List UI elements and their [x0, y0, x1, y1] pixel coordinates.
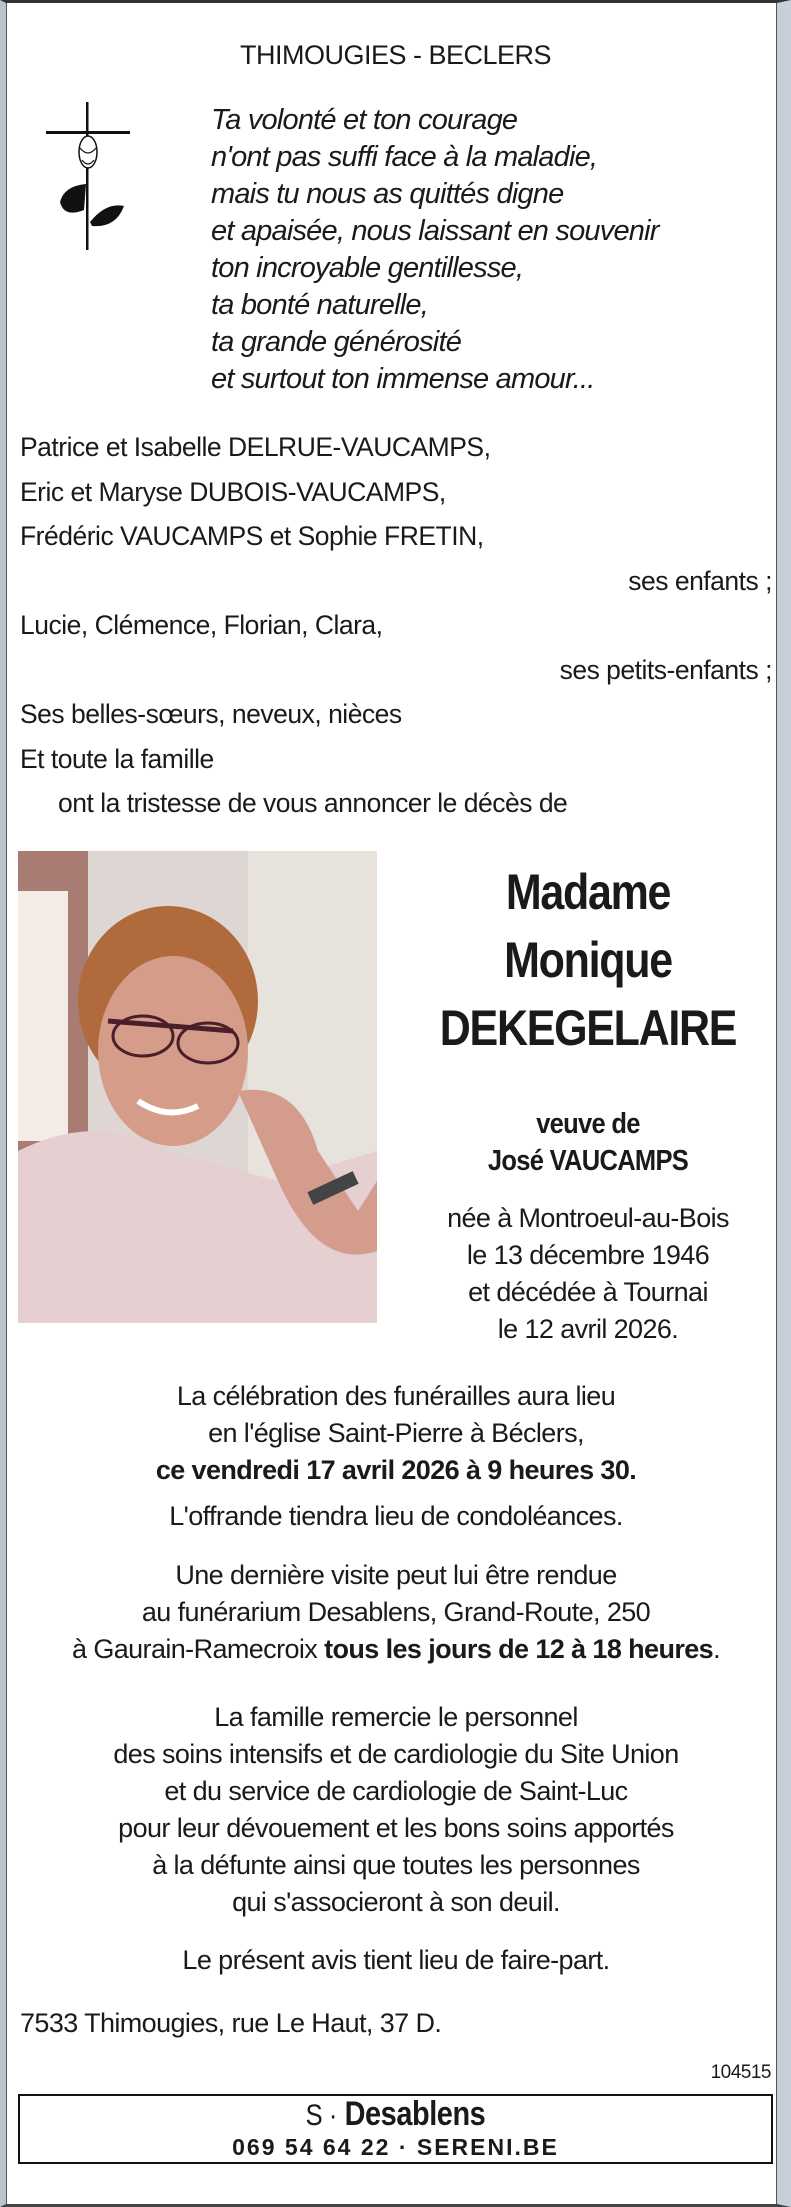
visit-info	[18, 1557, 774, 1668]
family-address: 7533 Thimougies, rue Le Haut, 37 D.	[20, 2008, 442, 2038]
widow-label: veuve de	[536, 1108, 640, 1140]
poem-line: ta grande générosité	[211, 326, 462, 358]
cross-rose-icon	[46, 102, 130, 250]
thanks-line: La famille remercie le personnel	[214, 1702, 578, 1732]
poem-line: mais tu nous as quittés digne	[211, 178, 564, 210]
funeral-home-box	[18, 2094, 773, 2164]
condolences-note: L'offrande tiendra lieu de condoléances.	[169, 1501, 623, 1531]
deceased-first-name: Monique	[504, 932, 672, 988]
birth-place: née à Montroeul-au-Bois	[447, 1203, 729, 1233]
death-date: le 12 avril 2026.	[497, 1314, 679, 1344]
deceased-title: Madame	[505, 864, 671, 920]
thanks-line: pour leur dévouement et les bons soins apportés	[118, 1813, 674, 1843]
death-place: et décédée à Tournai	[468, 1277, 708, 1307]
funeral-datetime: ce vendredi 17 avril 2026 à 9 heures 30.	[155, 1455, 637, 1485]
announcement: ont la tristesse de vous annoncer le décès de	[58, 788, 568, 818]
funeral-home-contact: 069 54 64 22 · SERENI.BE	[232, 2134, 559, 2160]
notice-text: Le présent avis tient lieu de faire-part.	[182, 1945, 610, 1975]
funeral-home-logo: S ·	[305, 2099, 337, 2132]
poem	[211, 102, 659, 398]
location-title: THIMOUGIES - BECLERS	[239, 40, 552, 70]
family-list	[20, 425, 772, 826]
poem-line: n'ont pas suffi face à la maladie,	[211, 141, 598, 173]
others-line: Et toute la famille	[20, 743, 214, 774]
funeral-home-name: Desablens	[344, 2095, 486, 2133]
poem-line: ta bonté naturelle,	[211, 289, 428, 321]
visit-end: .	[713, 1634, 720, 1664]
child-line: Eric et Maryse DUBOIS-VAUCAMPS,	[20, 476, 446, 507]
thanks-line: à la défunte ainsi que toutes les personnes	[152, 1850, 640, 1880]
grandchildren-line: Lucie, Clémence, Florian, Clara,	[20, 610, 383, 640]
thanks-line: qui s'associeront à son deuil.	[232, 1887, 560, 1917]
deceased-photo	[18, 851, 377, 1323]
poem-line: Ta volonté et ton courage	[211, 104, 518, 136]
thanks-line: des soins intensifs et de cardiologie du Site Union	[113, 1739, 679, 1769]
funeral-line: en l'église Saint-Pierre à Béclers,	[208, 1418, 584, 1448]
visit-place: à Gaurain-Ramecroix	[72, 1634, 325, 1664]
others-line: Ses belles-sœurs, neveux, nièces	[20, 699, 402, 729]
deceased-last-name: DEKEGELAIRE	[439, 1000, 737, 1056]
child-line: Patrice et Isabelle DELRUE-VAUCAMPS,	[20, 432, 491, 462]
deceased-block	[400, 858, 776, 1348]
visit-line: au funérarium Desablens, Grand-Route, 250	[141, 1597, 651, 1627]
thanks	[18, 1699, 774, 1921]
child-line: Frédéric VAUCAMPS et Sophie FRETIN,	[20, 521, 484, 551]
reference-number: 104515	[710, 2062, 771, 2083]
poem-line: ton incroyable gentillesse,	[211, 252, 524, 284]
children-label: ses enfants ;	[628, 565, 772, 596]
birth-date: le 13 décembre 1946	[466, 1240, 710, 1270]
poem-line: et apaisée, nous laissant en souvenir	[211, 215, 659, 247]
spouse-name: José VAUCAMPS	[487, 1145, 689, 1177]
funeral-info	[18, 1378, 774, 1489]
thanks-line: et du service de cardiologie de Saint-Luc	[164, 1776, 628, 1806]
funeral-line: La célébration des funérailles aura lieu	[176, 1381, 616, 1411]
visit-hours: tous les jours de 12 à 18 heures	[324, 1634, 714, 1664]
poem-line: et surtout ton immense amour...	[211, 363, 595, 395]
grandchildren-label: ses petits-enfants ;	[559, 654, 772, 685]
visit-line: Une dernière visite peut lui être rendue	[175, 1560, 617, 1590]
